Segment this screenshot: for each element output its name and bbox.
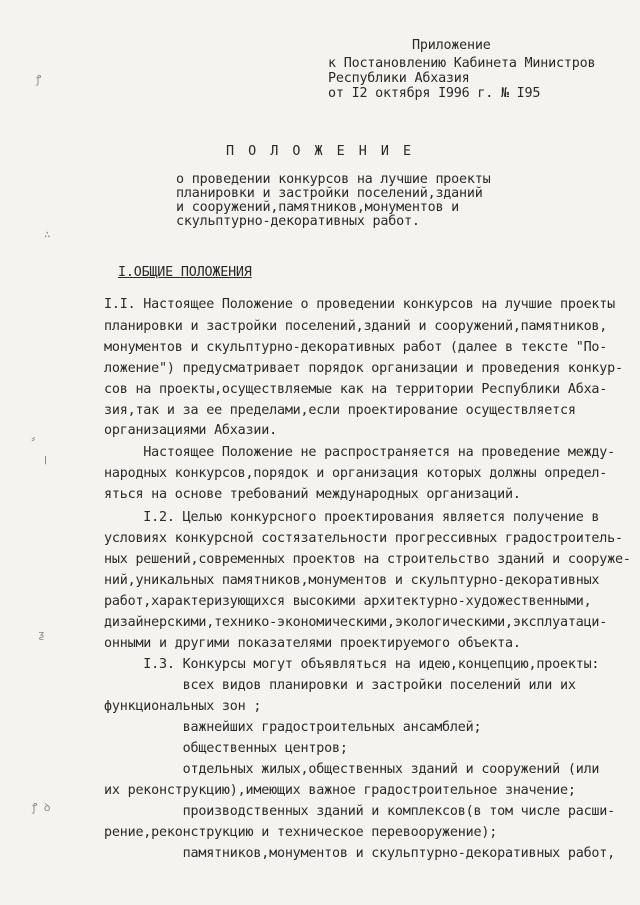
appendix-title: Приложение — [412, 38, 491, 53]
body-line: всех видов планировки и застройки поселений или их — [104, 678, 576, 693]
subtitle-line: о проведении конкурсов на лучшие проекты — [176, 172, 491, 187]
document-title: П О Л О Ж Е Н И Е — [226, 144, 415, 159]
body-line: яться на основе требований международных организаций. — [104, 487, 521, 502]
margin-mark: ꞁ — [44, 452, 48, 465]
body-line: дизайнерскими,технико-экономическими,экологическими,эксплуатаци- — [104, 615, 608, 630]
margin-mark: ƺ — [38, 628, 45, 641]
body-line: отдельных жилых,общественных зданий и сооружений (или — [104, 762, 600, 777]
margin-mark: ꝭ ꝺ — [32, 801, 51, 814]
appendix-line-2: Республики Абхазия — [328, 71, 470, 86]
body-line: производственных зданий и комплексов(в том числе расши- — [104, 804, 616, 819]
margin-mark: ⸗ — [30, 432, 37, 445]
body-line: зия,так и за ее пределами,если проектирование осуществляется — [104, 403, 576, 418]
appendix-line-3: от I2 октября I996 г. № I95 — [328, 86, 541, 101]
body-line: монументов и скульптурно-декоративных работ (далее в тексте "По- — [104, 340, 608, 355]
body-line: организациями Абхазии. — [104, 423, 277, 438]
body-line: рение,реконструкцию и техническое перевооружение); — [104, 825, 498, 840]
section-heading: I.ОБЩИЕ ПОЛОЖЕНИЯ — [118, 265, 252, 280]
body-line: ных решений,современных проектов на строительство зданий и сооруже- — [104, 552, 631, 567]
body-line: их реконструкцию),имеющих важное градостроительное значение; — [104, 783, 576, 798]
body-line: работ,характеризующихся высокими архитектурно-художественными, — [104, 594, 592, 609]
body-line: ний,уникальных памятников,монументов и скульптурно-декоративных — [104, 573, 600, 588]
body-line: функциональных зон ; — [104, 699, 262, 714]
appendix-line-1: к Постановлению Кабинета Министров — [328, 56, 596, 71]
subtitle-line: скульптурно-декоративных работ. — [176, 214, 420, 229]
body-line: Настоящее Положение не распространяется на проведение между- — [104, 445, 616, 460]
subtitle-line: и сооружений,памятников,монументов и — [176, 200, 460, 215]
subtitle-line: планировки и застройки поселений,зданий — [176, 186, 483, 201]
margin-mark: ∴ — [44, 228, 51, 241]
body-line: I.I. Настоящее Положение о проведении конкурсов на лучшие проекты — [104, 297, 616, 312]
body-line: общественных центров; — [104, 741, 348, 756]
body-line: I.2. Целью конкурсного проектирования является получение в — [104, 510, 600, 525]
body-line: онными и другими показателями проектируемого объекта. — [104, 636, 521, 651]
body-line: важнейших градостроительных ансамблей; — [104, 720, 482, 735]
body-line: планировки и застройки поселений,зданий и сооружений,памятников, — [104, 319, 608, 334]
body-line: народных конкурсов,порядок и организация которых должны определ- — [104, 466, 608, 481]
body-line: сов на проекты,осуществляемые как на территории Республики Абха- — [104, 382, 608, 397]
body-line: памятников,монументов и скульптурно-декоративных работ, — [104, 846, 616, 861]
body-line: условиях конкурсной состязательности прогрессивных градостроитель- — [104, 531, 623, 546]
body-line: I.3. Конкурсы могут объявляться на идею,концепцию,проекты: — [104, 657, 600, 672]
body-line: ложение") предусматривает порядок организации и проведения конкур- — [104, 361, 623, 376]
margin-mark: ꝭ — [36, 73, 42, 86]
